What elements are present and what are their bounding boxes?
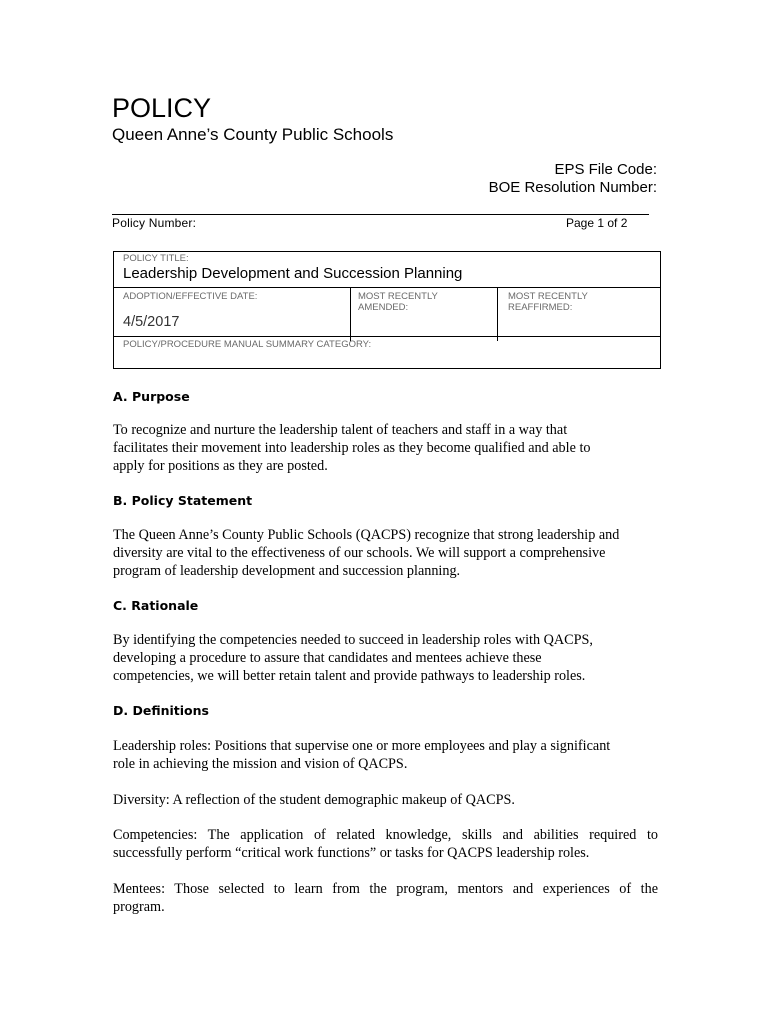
reaffirmed-label-line2: REAFFIRMED:: [508, 302, 573, 313]
definition-diversity: [113, 791, 658, 809]
amended-label-line2: AMENDED:: [358, 302, 409, 313]
text-line: program of leadership development and succession planning.: [113, 563, 461, 579]
box-divider-2: [114, 336, 660, 337]
text-line: By identifying the competencies needed to succeed in leadership roles with QACPS,: [113, 632, 593, 648]
text-line: Mentees: Those selected to learn from the program, mentors and experiences of the: [113, 881, 658, 897]
box-divider-1: [114, 287, 660, 288]
text-line: competencies, we will better retain talent and provide pathways to leadership roles.: [113, 668, 586, 684]
header-rule: [112, 214, 649, 215]
amended-label-line1: MOST RECENTLY: [358, 291, 438, 302]
text-line: facilitates their movement into leadership roles as they become qualified and able to: [113, 440, 591, 456]
boe-resolution-label: BOE Resolution Number:: [488, 179, 657, 196]
adoption-date-label: ADOPTION/EFFECTIVE DATE:: [123, 291, 258, 302]
section-heading-purpose: A. Purpose: [113, 389, 190, 404]
policy-info-box: [113, 251, 661, 369]
text-line: Leadership roles: Positions that supervise one or more employees and play a significant: [113, 738, 611, 754]
text-line: successfully perform “critical work functions” or tasks for QACPS leadership roles.: [113, 845, 590, 861]
rationale-paragraph: [113, 631, 658, 685]
organization-name: Queen Anne’s County Public Schools: [112, 125, 394, 144]
text-line: The Queen Anne’s County Public Schools (QACPS) recognize that strong leadership and: [113, 527, 620, 543]
text-line: apply for positions as they are posted.: [113, 458, 328, 474]
text-line: Diversity: A reflection of the student demographic makeup of QACPS.: [113, 792, 515, 808]
page-indicator: Page 1 of 2: [566, 216, 628, 230]
policy-statement-paragraph: [113, 526, 658, 580]
section-heading-policy-statement: B. Policy Statement: [113, 493, 253, 508]
box-column-divider-2: [497, 288, 498, 341]
policy-title: Leadership Development and Succession Planning: [123, 265, 463, 282]
definition-leadership-roles: [113, 737, 658, 773]
section-heading-rationale: C. Rationale: [113, 598, 199, 613]
text-line: To recognize and nurture the leadership talent of teachers and staff in a way that: [113, 422, 568, 438]
policy-number-label: Policy Number:: [112, 216, 197, 230]
text-line: Competencies: The application of related knowledge, skills and abilities required to: [113, 827, 658, 843]
summary-category-label: POLICY/PROCEDURE MANUAL SUMMARY CATEGORY:: [123, 339, 372, 350]
text-line: program.: [113, 899, 165, 915]
definition-competencies: [113, 826, 658, 862]
definition-mentees: [113, 880, 658, 916]
box-column-divider-1: [350, 288, 351, 341]
section-heading-definitions: D. Definitions: [113, 703, 209, 718]
text-line: diversity are vital to the effectiveness of our schools. We will support a comprehensive: [113, 545, 606, 561]
purpose-paragraph: [113, 421, 658, 475]
text-line: role in achieving the mission and vision of QACPS.: [113, 756, 408, 772]
policy-title-label: POLICY TITLE:: [123, 253, 189, 264]
eps-file-code-label: EPS File Code:: [554, 161, 657, 178]
text-line: developing a procedure to assure that candidates and mentees achieve these: [113, 650, 542, 666]
reaffirmed-label-line1: MOST RECENTLY: [508, 291, 588, 302]
doc-type-title: POLICY: [112, 93, 212, 123]
adoption-date: 4/5/2017: [123, 314, 180, 330]
